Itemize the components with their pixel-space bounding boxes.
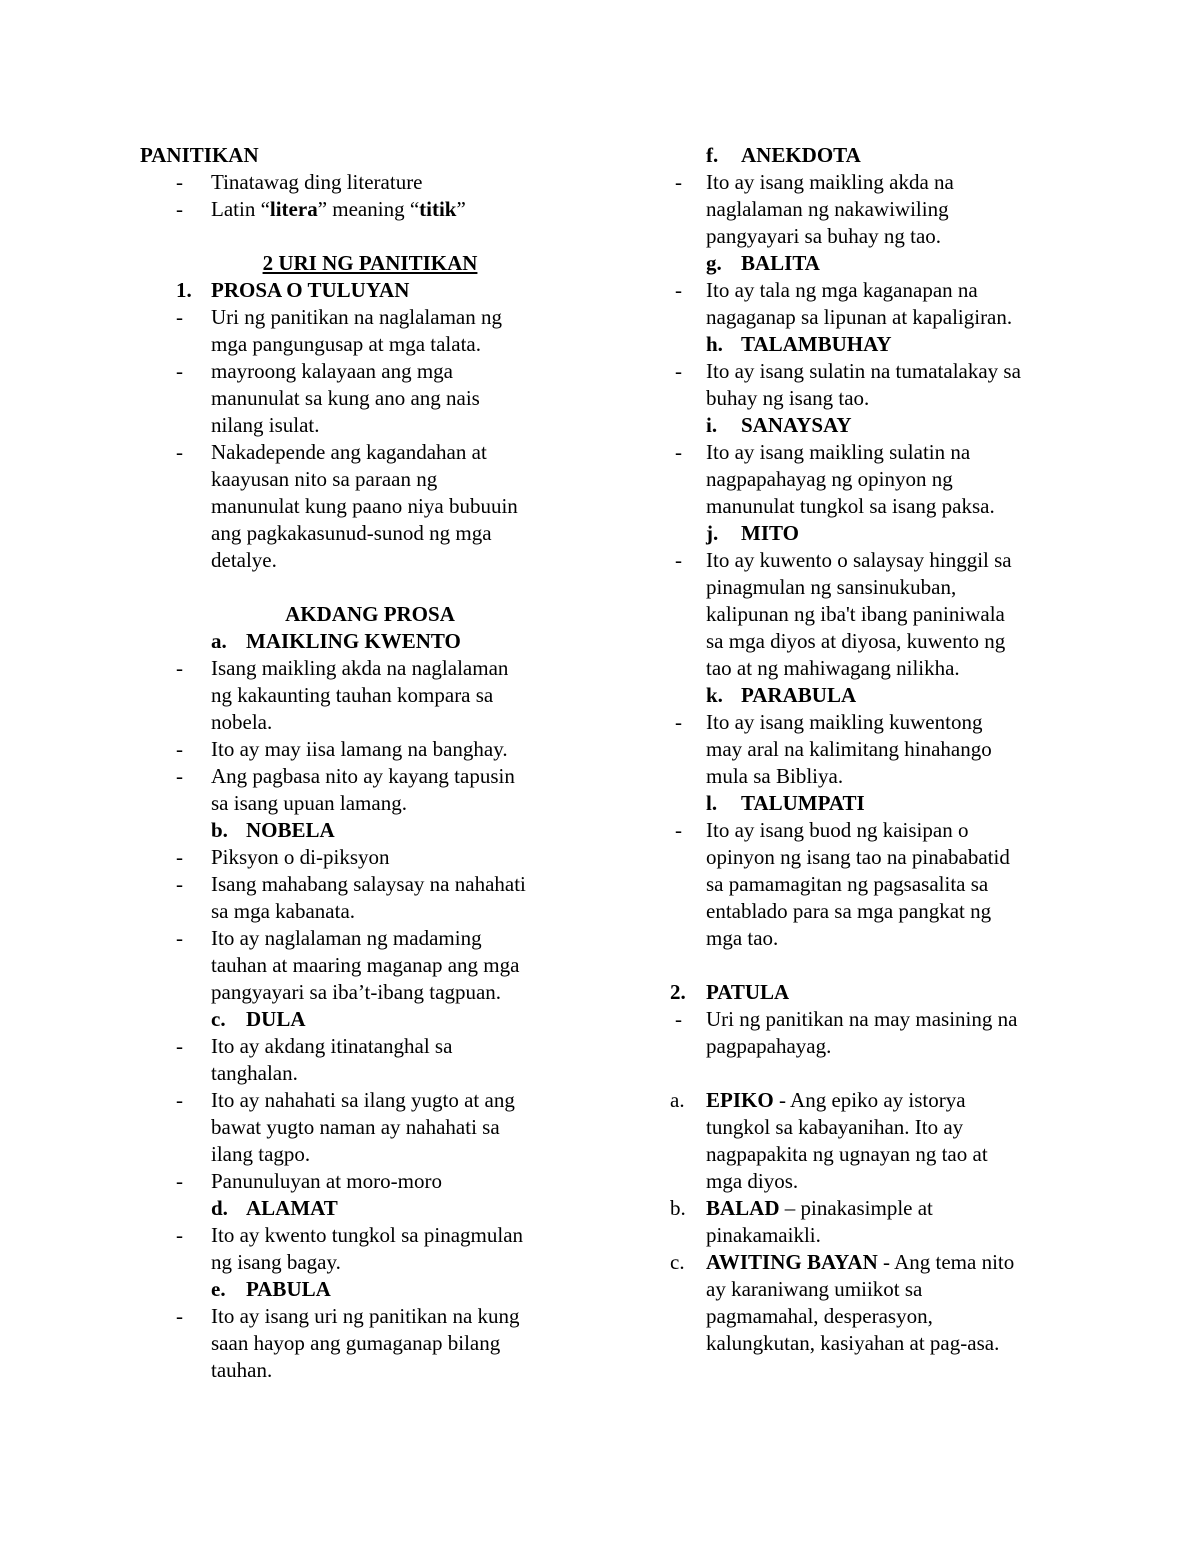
right-column (670, 142, 1090, 1357)
bullet-item (670, 277, 1090, 304)
latin-term: titik (419, 197, 457, 221)
latin-meaning: ” meaning “ (317, 197, 420, 221)
subheading-mito (670, 520, 1090, 547)
bullet-text: mayroong kalayaan ang mga (211, 359, 453, 383)
bullet-mark: - (675, 278, 682, 302)
bullet-mark: - (675, 359, 682, 383)
item-letter: b. (670, 1196, 686, 1220)
bullet-text: manunulat sa kung ano ang nais (211, 386, 480, 410)
bullet-mark: - (176, 197, 183, 221)
item-letter: l. (706, 791, 718, 815)
item-title: DULA (246, 1007, 306, 1031)
section-heading (140, 250, 600, 277)
bullet-mark: - (675, 1007, 682, 1031)
item-letter: b. (211, 818, 228, 842)
bullet-text: manunulat tungkol sa isang paksa. (706, 494, 995, 518)
bullet-text: sa pamamagitan ng pagsasalita sa (706, 872, 989, 896)
bullet-mark: - (176, 926, 183, 950)
bullet-text: Ang pagbasa nito ay kayang tapusin (211, 764, 515, 788)
bullet-continuation (670, 466, 1090, 493)
bullet-text: saan hayop ang gumaganap bilang (211, 1331, 501, 1355)
item-title: MITO (741, 521, 799, 545)
bullet-text: sa mga kabanata. (211, 899, 356, 923)
item-description: - Ang epiko ay istorya (773, 1088, 966, 1112)
bullet-item (140, 169, 600, 196)
bullet-text: manunulat kung paano niya bubuuin (211, 494, 518, 518)
item-letter: g. (706, 251, 722, 275)
bullet-item (140, 1168, 600, 1195)
item-letter: j. (706, 521, 719, 545)
bullet-continuation (670, 385, 1090, 412)
bullet-item (140, 736, 600, 763)
bullet-text: Ito ay tala ng mga kaganapan na (706, 278, 978, 302)
bullet-mark: - (176, 440, 183, 464)
bullet-text: Isang maikling akda na naglalaman (211, 656, 509, 680)
bullet-item (670, 169, 1090, 196)
bullet-item (140, 844, 600, 871)
bullet-continuation (670, 223, 1090, 250)
bullet-continuation (670, 925, 1090, 952)
item-description: mga diyos. (706, 1169, 799, 1193)
bullet-item (670, 358, 1090, 385)
bullet-item (140, 304, 600, 331)
bullet-text: kaayusan nito sa paraan ng (211, 467, 438, 491)
bullet-text: Uri ng panitikan na may masining na (706, 1007, 1018, 1031)
bullet-text: buhay ng isang tao. (706, 386, 870, 410)
bullet-item (140, 655, 600, 682)
patula-item-continuation (670, 1141, 1090, 1168)
item-number: 1. (176, 278, 192, 302)
patula-item-epiko (670, 1087, 1090, 1114)
item-text (670, 1195, 1090, 1222)
blank-line (140, 574, 600, 601)
bullet-text: pagpapahayag. (706, 1034, 832, 1058)
bullet-continuation (140, 385, 600, 412)
bullet-continuation (670, 574, 1090, 601)
patula-item-awiting (670, 1249, 1090, 1276)
bullet-text: sa mga diyos at diyosa, kuwento ng (706, 629, 1006, 653)
bullet-mark: - (176, 359, 183, 383)
bullet-item (140, 1222, 600, 1249)
blank-line (670, 952, 1090, 979)
bullet-continuation (140, 412, 600, 439)
bullet-mark: - (176, 1034, 183, 1058)
bullet-text: tanghalan. (211, 1061, 298, 1085)
bullet-text: ang pagkakasunud-sunod ng mga (211, 521, 492, 545)
bullet-text: naglalaman ng nakawiwiling (706, 197, 949, 221)
bullet-continuation (670, 871, 1090, 898)
bullet-continuation (670, 844, 1090, 871)
bullet-text: ng kakaunting tauhan kompara sa (211, 683, 494, 707)
bullet-text: Ito ay akdang itinatanghal sa (211, 1034, 453, 1058)
bullet-mark: - (675, 548, 682, 572)
patula-item-continuation (670, 1222, 1090, 1249)
bullet-continuation (140, 331, 600, 358)
item-description: – pinakasimple at (779, 1196, 933, 1220)
bullet-text: pangyayari sa buhay ng tao. (706, 224, 942, 248)
subheading-pabula (140, 1276, 600, 1303)
bullet-continuation (140, 790, 600, 817)
subheading-dula (140, 1006, 600, 1033)
bullet-item (140, 358, 600, 385)
item-description: tungkol sa kabayanihan. Ito ay (706, 1115, 964, 1139)
bullet-text: nilang isulat. (211, 413, 320, 437)
bullet-continuation (670, 736, 1090, 763)
bullet-text: nagpapahayag ng opinyon ng (706, 467, 953, 491)
patula-item-continuation (670, 1114, 1090, 1141)
item-title: BALAD (706, 1196, 780, 1220)
bullet-text: mula sa Bibliya. (706, 764, 844, 788)
bullet-text: entablado para sa mga pangkat ng (706, 899, 992, 923)
bullet-item (140, 1033, 600, 1060)
title-text: PANITIKAN (140, 143, 259, 167)
bullet-item (140, 196, 600, 223)
bullet-continuation (670, 493, 1090, 520)
bullet-text: Nakadepende ang kagandahan at (211, 440, 487, 464)
bullet-item (140, 871, 600, 898)
bullet-item (670, 439, 1090, 466)
bullet-item (140, 925, 600, 952)
subheading-talumpati (670, 790, 1090, 817)
bullet-text: ng isang bagay. (211, 1250, 341, 1274)
item-description: - Ang tema nito (877, 1250, 1015, 1274)
item-description: ay karaniwang umiikot sa (706, 1277, 923, 1301)
bullet-text: Piksyon o di-piksyon (211, 845, 390, 869)
subheading-maikling-kwento (140, 628, 600, 655)
item-title: EPIKO (706, 1088, 774, 1112)
subheading-talambuhay (670, 331, 1090, 358)
bullet-continuation (140, 1330, 600, 1357)
bullet-continuation (140, 1249, 600, 1276)
latin-prefix: Latin “ (211, 197, 270, 221)
bullet-mark: - (176, 737, 183, 761)
bullet-mark: - (675, 170, 682, 194)
bullet-item (140, 1303, 600, 1330)
bullet-continuation (140, 709, 600, 736)
subheading-parabula (670, 682, 1090, 709)
item-number: 2. (670, 980, 686, 1004)
item-letter: a. (211, 629, 227, 653)
patula-item-balad (670, 1195, 1090, 1222)
bullet-continuation (140, 1114, 600, 1141)
bullet-mark: - (176, 656, 183, 680)
numbered-heading (670, 979, 1090, 1006)
bullet-continuation (670, 628, 1090, 655)
item-letter: c. (211, 1007, 226, 1031)
blank-line (670, 1060, 1090, 1087)
item-letter: i. (706, 413, 718, 437)
bullet-text: mga tao. (706, 926, 779, 950)
item-letter: c. (670, 1250, 685, 1274)
item-title: TALAMBUHAY (741, 332, 892, 356)
section-heading (140, 601, 600, 628)
bullet-mark: - (176, 170, 183, 194)
bullet-text: may aral na kalimitang hinahango (706, 737, 992, 761)
item-title: NOBELA (246, 818, 335, 842)
item-letter: e. (211, 1277, 226, 1301)
item-letter: d. (211, 1196, 228, 1220)
item-title: ALAMAT (246, 1196, 338, 1220)
patula-item-continuation (670, 1330, 1090, 1357)
bullet-text: detalye. (211, 548, 277, 572)
bullet-mark: - (176, 764, 183, 788)
bullet-continuation (670, 196, 1090, 223)
item-title: TALUMPATI (741, 791, 865, 815)
bullet-text: tao at ng mahiwagang nilikha. (706, 656, 960, 680)
bullet-text: Ito ay naglalaman ng madaming (211, 926, 482, 950)
bullet-continuation (140, 1141, 600, 1168)
bullet-text: Ito ay isang maikling akda na (706, 170, 954, 194)
bullet-text: bawat yugto naman ay nahahati sa (211, 1115, 500, 1139)
bullet-text: Ito ay isang sulatin na tumatalakay sa (706, 359, 1021, 383)
subheading-anekdota (670, 142, 1090, 169)
bullet-continuation (140, 682, 600, 709)
bullet-text: Ito ay isang maikling kuwentong (706, 710, 983, 734)
item-title: PROSA O TULUYAN (211, 278, 410, 302)
item-title: ANEKDOTA (741, 143, 861, 167)
item-title: MAIKLING KWENTO (246, 629, 461, 653)
bullet-text: Ito ay isang uri ng panitikan na kung (211, 1304, 520, 1328)
item-title: PABULA (246, 1277, 331, 1301)
item-letter: a. (670, 1088, 685, 1112)
bullet-mark: - (176, 1223, 183, 1247)
patula-item-continuation (670, 1276, 1090, 1303)
bullet-text: tauhan at maaring maganap ang mga (211, 953, 520, 977)
bullet-text: Ito ay may iisa lamang na banghay. (211, 737, 508, 761)
bullet-continuation (670, 601, 1090, 628)
item-letter: k. (706, 683, 723, 707)
subheading-sanaysay (670, 412, 1090, 439)
bullet-text: Ito ay kwento tungkol sa pinagmulan (211, 1223, 524, 1247)
bullet-mark: - (176, 872, 183, 896)
bullet-text: pangyayari sa iba’t-ibang tagpuan. (211, 980, 502, 1004)
bullet-text: opinyon ng isang tao na pinababatid (706, 845, 1010, 869)
numbered-heading (140, 277, 600, 304)
item-title: BALITA (741, 251, 820, 275)
bullet-text: pinagmulan ng sansinukuban, (706, 575, 957, 599)
latin-suffix: ” (456, 197, 466, 221)
bullet-mark: - (675, 818, 682, 842)
bullet-mark: - (176, 1304, 183, 1328)
bullet-continuation (140, 547, 600, 574)
bullet-text: Ito ay kuwento o salaysay hinggil sa (706, 548, 1012, 572)
bullet-mark: - (176, 1169, 183, 1193)
bullet-item (670, 1006, 1090, 1033)
bullet-item (670, 709, 1090, 736)
bullet-continuation (670, 1033, 1090, 1060)
bullet-text: nagaganap sa lipunan at kapaligiran. (706, 305, 1013, 329)
bullet-text: sa isang upuan lamang. (211, 791, 407, 815)
bullet-continuation (140, 952, 600, 979)
item-title: PATULA (706, 980, 790, 1004)
bullet-mark: - (176, 305, 183, 329)
bullet-mark: - (176, 1088, 183, 1112)
bullet-mark: - (675, 440, 682, 464)
item-title: PARABULA (741, 683, 857, 707)
patula-item-continuation (670, 1168, 1090, 1195)
bullet-text: nobela. (211, 710, 273, 734)
item-title: SANAYSAY (741, 413, 852, 437)
item-description: kalungkutan, kasiyahan at pag-asa. (706, 1331, 1000, 1355)
item-description: nagpapakita ng ugnayan ng tao at (706, 1142, 988, 1166)
bullet-item (140, 1087, 600, 1114)
item-letter: h. (706, 332, 723, 356)
item-description: pinakamaikli. (706, 1223, 821, 1247)
bullet-text (140, 196, 600, 223)
bullet-text: Ito ay isang buod ng kaisipan o (706, 818, 969, 842)
bullet-text: Uri ng panitikan na naglalaman ng (211, 305, 502, 329)
bullet-mark: - (176, 845, 183, 869)
bullet-continuation (670, 304, 1090, 331)
bullet-mark: - (675, 710, 682, 734)
bullet-item (670, 547, 1090, 574)
bullet-continuation (140, 493, 600, 520)
bullet-text: Isang mahabang salaysay na nahahati (211, 872, 526, 896)
bullet-text: Ito ay nahahati sa ilang yugto at ang (211, 1088, 515, 1112)
bullet-continuation (140, 520, 600, 547)
item-text (670, 1087, 1090, 1114)
subheading-nobela (140, 817, 600, 844)
bullet-text: Panunuluyan at moro-moro (211, 1169, 442, 1193)
bullet-continuation (140, 898, 600, 925)
heading-text: 2 URI NG PANITIKAN (262, 251, 478, 275)
item-text (670, 1249, 1090, 1276)
subheading-balita (670, 250, 1090, 277)
bullet-continuation (140, 979, 600, 1006)
bullet-item (140, 439, 600, 466)
item-description: pagmamahal, desperasyon, (706, 1304, 933, 1328)
item-title: AWITING BAYAN (706, 1250, 878, 1274)
bullet-text: kalipunan ng iba't ibang paniniwala (706, 602, 1005, 626)
bullet-text: tauhan. (211, 1358, 273, 1382)
bullet-continuation (140, 1357, 600, 1384)
left-column (140, 142, 600, 1384)
subheading-alamat (140, 1195, 600, 1222)
latin-term: litera (269, 197, 318, 221)
bullet-continuation (140, 466, 600, 493)
bullet-text: Ito ay isang maikling sulatin na (706, 440, 971, 464)
bullet-text: mga pangungusap at mga talata. (211, 332, 481, 356)
item-letter: f. (706, 143, 719, 167)
bullet-continuation (670, 898, 1090, 925)
bullet-continuation (670, 655, 1090, 682)
blank-line (140, 223, 600, 250)
bullet-text: Tinatawag ding literature (211, 170, 423, 194)
bullet-text: ilang tagpo. (211, 1142, 311, 1166)
page-title (140, 142, 600, 169)
heading-text: AKDANG PROSA (285, 602, 455, 626)
bullet-continuation (670, 763, 1090, 790)
bullet-item (670, 817, 1090, 844)
bullet-item (140, 763, 600, 790)
bullet-continuation (140, 1060, 600, 1087)
patula-item-continuation (670, 1303, 1090, 1330)
